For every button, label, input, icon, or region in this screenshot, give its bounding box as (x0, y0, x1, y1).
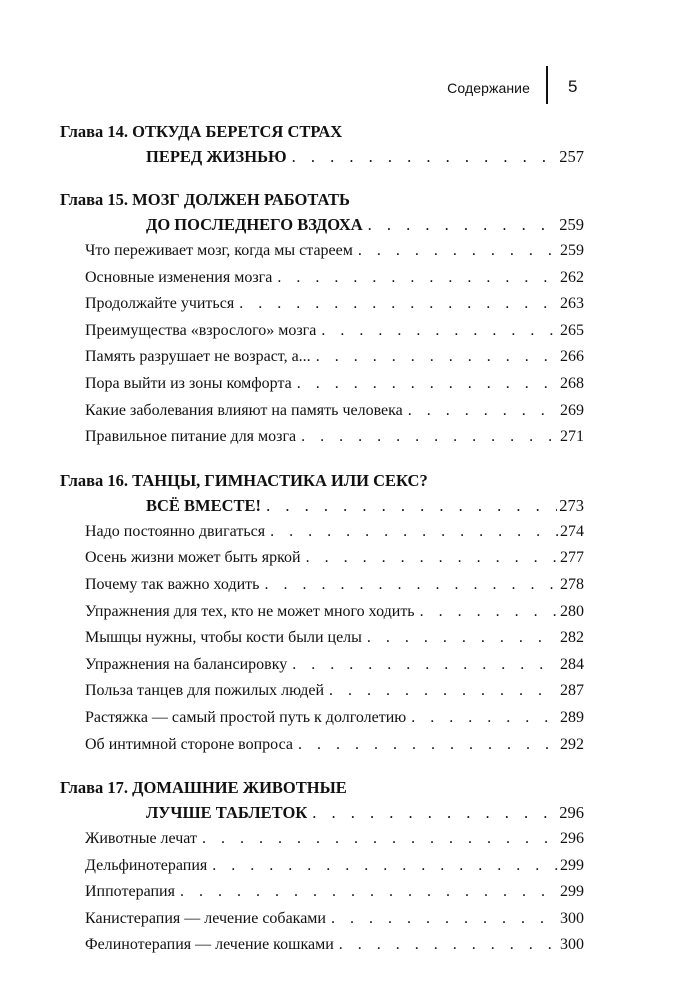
entry-title: Осень жизни может быть яркой (85, 549, 301, 567)
dot-leader (239, 292, 558, 317)
entry-page-number: 300 (560, 909, 584, 927)
dot-leader (297, 372, 558, 397)
chapter-heading (60, 187, 584, 237)
dot-leader (277, 266, 558, 291)
toc-entry (60, 546, 584, 571)
entry-title: Надо постоянно двигаться (85, 522, 266, 540)
chapter-page-number: 296 (559, 803, 584, 823)
chapter-title-line-1: Глава 17. ДОМАШНИЕ ЖИВОТНЫЕ (60, 778, 347, 798)
entry-title: Фелинотерапия — лечение кошками (85, 936, 334, 954)
toc-entry (60, 239, 584, 264)
toc-entry (60, 345, 584, 370)
entry-title: Упражнения для тех, кто не может много ходить (85, 602, 415, 620)
dot-leader (212, 854, 558, 879)
entry-page-number: 296 (560, 830, 584, 848)
entry-title: Польза танцев для пожилых людей (85, 682, 325, 700)
dot-leader (292, 144, 558, 169)
toc-entry (60, 880, 584, 905)
toc-entry (60, 679, 584, 704)
entry-title: Какие заболевания влияют на память человека (85, 401, 403, 419)
toc-entry (60, 573, 584, 598)
entry-title: Основные изменения мозга (85, 268, 273, 286)
chapter-title-row (60, 144, 584, 169)
toc-entry (60, 425, 584, 450)
entry-title: Преимущества «взрослого» мозга (85, 321, 317, 339)
dot-leader (306, 546, 558, 571)
chapter-title-line-2: ПЕРЕД ЖИЗНЬЮ (146, 147, 287, 166)
chapter-14 (60, 119, 584, 169)
running-header (0, 66, 682, 106)
chapter-title-line-2: ЛУЧШЕ ТАБЛЕТОК (146, 803, 308, 823)
toc-entry (60, 626, 584, 651)
chapter-title-line-1: Глава 14. ОТКУДА БЕРЕТСЯ СТРАХ (60, 122, 343, 141)
chapter-heading (60, 468, 584, 518)
toc-entry (60, 292, 584, 317)
dot-leader (339, 933, 558, 958)
chapter-heading (60, 775, 584, 825)
dot-leader (301, 425, 558, 450)
dot-leader (368, 212, 558, 237)
entry-title: Продолжайте учиться (85, 295, 235, 313)
entry-page-number: 277 (560, 549, 584, 567)
entry-page-number: 265 (560, 321, 584, 339)
header-divider (546, 66, 548, 104)
entry-title: Память разрушает не возраст, а... (85, 348, 311, 366)
dot-leader (298, 733, 558, 758)
dot-leader (331, 907, 558, 932)
chapter-title-line-1: Глава 16. ТАНЦЫ, ГИМНАСТИКА ИЛИ СЕКС? (60, 470, 428, 490)
entry-page-number: 274 (560, 522, 584, 540)
dot-leader (202, 827, 558, 852)
dot-leader (411, 706, 558, 731)
chapter-title-row (60, 800, 584, 825)
entry-title: Пора выйти из зоны комфорта (85, 374, 292, 392)
chapter-title-row (60, 212, 584, 237)
entry-page-number: 269 (560, 401, 584, 419)
chapter-title-row (60, 493, 584, 518)
toc-entry (60, 827, 584, 852)
entry-page-number: 280 (560, 602, 584, 620)
toc-entry (60, 907, 584, 932)
entry-page-number: 284 (560, 655, 584, 673)
toc-entry (60, 733, 584, 758)
entry-title: Канистерапия — лечение собаками (85, 909, 326, 927)
toc-entry (60, 933, 584, 958)
entry-title: Иппотерапия (85, 883, 175, 901)
dot-leader (264, 573, 558, 598)
entry-title: Животные лечат (85, 830, 197, 848)
chapter-heading (60, 119, 584, 169)
toc-entry (60, 520, 584, 545)
chapter-17 (60, 775, 584, 958)
page-number: 5 (568, 77, 578, 96)
dot-leader (329, 679, 558, 704)
dot-leader (367, 626, 558, 651)
entry-page-number: 300 (560, 936, 584, 954)
entry-title: Растяжка — самый простой путь к долголетию (85, 708, 407, 726)
toc-entry (60, 319, 584, 344)
chapter-page-number: 273 (559, 495, 584, 515)
toc-entry (60, 399, 584, 424)
toc-entry (60, 706, 584, 731)
dot-leader (358, 239, 558, 264)
dot-leader (408, 399, 558, 424)
dot-leader (270, 520, 558, 545)
entry-page-number: 271 (560, 428, 584, 446)
dot-leader (312, 800, 557, 825)
dot-leader (316, 345, 558, 370)
entry-title: Правильное питание для мозга (85, 428, 297, 446)
toc-entry (60, 372, 584, 397)
entry-title: Упражнения на балансировку (85, 655, 288, 673)
entry-page-number: 299 (560, 856, 584, 874)
toc-entry (60, 854, 584, 879)
chapter-title-line-2: ВСЁ ВМЕСТЕ! (146, 495, 262, 515)
dot-leader (292, 653, 558, 678)
entry-title: Что переживает мозг, когда мы стареем (85, 242, 353, 259)
chapter-title-line-2: ДО ПОСЛЕДНЕГО ВЗДОХА (146, 215, 363, 234)
chapter-16 (60, 468, 584, 757)
chapter-15 (60, 187, 584, 450)
chapter-title-line-1: Глава 15. МОЗГ ДОЛЖЕН РАБОТАТЬ (60, 190, 350, 209)
toc-entry (60, 600, 584, 625)
entry-title: Мышцы нужны, чтобы кости были целы (85, 629, 362, 647)
entry-page-number: 292 (560, 735, 584, 753)
entry-page-number: 289 (560, 708, 584, 726)
entry-title: Дельфинотерапия (85, 856, 208, 874)
dot-leader (180, 880, 558, 905)
dot-leader (266, 493, 557, 518)
entry-page-number: 263 (560, 295, 584, 313)
entry-page-number: 268 (560, 374, 584, 392)
toc-entry (60, 653, 584, 678)
entry-page-number: 259 (560, 242, 584, 259)
entry-page-number: 287 (560, 682, 584, 700)
entry-page-number: 278 (560, 575, 584, 593)
dot-leader (420, 600, 558, 625)
entry-page-number: 262 (560, 268, 584, 286)
entry-page-number: 266 (560, 348, 584, 366)
dot-leader (321, 319, 558, 344)
running-header-title: Содержание (447, 80, 530, 96)
chapter-page-number: 257 (559, 147, 584, 166)
entry-page-number: 282 (560, 629, 584, 647)
toc-entry (60, 266, 584, 291)
chapter-page-number: 259 (559, 215, 584, 234)
entry-title: Об интимной стороне вопроса (85, 735, 293, 753)
entry-page-number: 299 (560, 883, 584, 901)
entry-title: Почему так важно ходить (85, 575, 260, 593)
table-of-contents (60, 119, 584, 976)
